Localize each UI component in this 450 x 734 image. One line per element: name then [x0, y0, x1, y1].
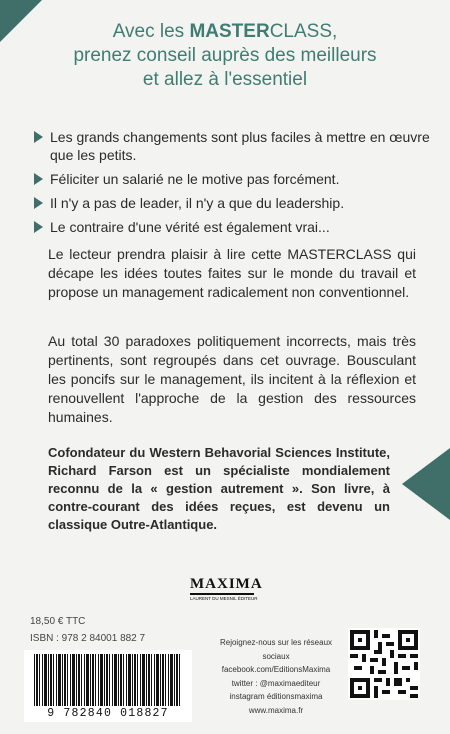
- summary-paragraph-1: Le lecteur prendra plaisir à lire cette MASTERCLASS qui décape les idées toutes faites sur le monde du travail et propose un management radicalement non conventionnel.: [48, 246, 416, 300]
- barcode-bars: [34, 654, 182, 706]
- publisher-sub: LAURENT DU MESNIL ÉDITEUR: [190, 596, 258, 601]
- list-item: Féliciter un salarié ne le motive pas forcément.: [34, 170, 432, 188]
- masterclass-strong: MASTER: [189, 21, 270, 42]
- triangle-bullet-icon: [34, 131, 43, 143]
- barcode: [24, 650, 192, 722]
- list-item: Le contraire d'une vérité est également vrai...: [34, 218, 432, 236]
- website: www.maxima.fr: [248, 705, 304, 715]
- author-bio: Cofondateur du Western Behavorial Sciences Institute, Richard Farson est un spécialiste mondialement reconnu de la « gestion autrement ». Son livre, à contre-courant des idées reçues, est devenu un classique Outre-Atlantique.: [48, 445, 390, 532]
- social-facebook: facebook.com/EditionsMaxima: [221, 665, 331, 674]
- price: 18,50 € TTC: [30, 616, 86, 627]
- triangle-bullet-icon: [34, 221, 43, 233]
- headline-line-2: prenez conseil auprès des meilleurs: [73, 45, 377, 66]
- list-item: Il n'y a pas de leader, il n'y a que du leadership.: [34, 194, 432, 212]
- triangle-bullet-icon: [34, 173, 43, 185]
- social-line-1: Rejoignez-nous sur les réseaux sociaux: [219, 638, 333, 661]
- corner-triangle-decoration: [0, 0, 42, 42]
- triangle-bullet-icon: [34, 197, 43, 209]
- isbn: ISBN : 978 2 84001 882 7: [30, 633, 146, 644]
- social-instagram: instagram éditionsmaxima: [229, 692, 323, 701]
- qr-code-icon: [348, 628, 420, 700]
- bullet-list: [34, 128, 432, 242]
- side-triangle-decoration: [402, 448, 450, 520]
- list-item: Les grands changements sont plus faciles à mettre en œuvre que les petits.: [34, 128, 432, 164]
- barcode-number: 9 782840 018827: [47, 707, 169, 720]
- social-twitter: twitter : @maximaediteur: [231, 678, 321, 688]
- publisher-logo: [190, 576, 263, 602]
- headline: [50, 20, 400, 92]
- headline-line-1: Avec les MASTERCLASS,: [112, 21, 338, 42]
- headline-line-3: et allez à l'essentiel: [142, 69, 308, 90]
- summary-paragraph-2: Au total 30 paradoxes politiquement incorrects, mais très pertinents, sont regroupés dans cet ouvrage. Bousculant les poncifs sur le management, ils incitent à la réflexion et renouvellent l'approche de la gestion des ressources humaines.: [48, 333, 416, 425]
- social-links: [212, 636, 340, 717]
- publisher-name: MAXIMA: [190, 576, 263, 592]
- logo-rule: [190, 593, 254, 595]
